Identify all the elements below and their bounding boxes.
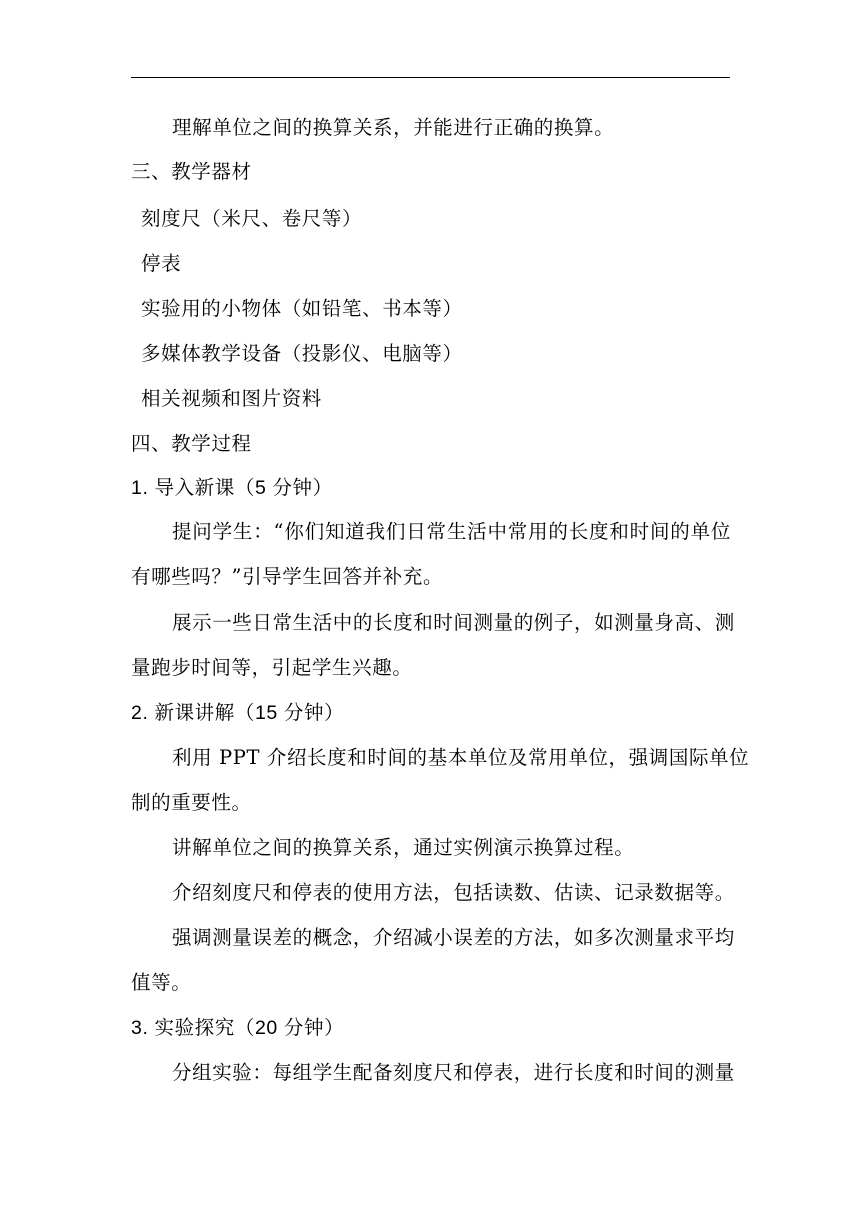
paragraph-text: 制的重要性。 [131,791,252,814]
paragraph-text: 展示一些日常生活中的长度和时间测量的例子，如测量身高、测 [172,611,735,634]
paragraph-text: 强调测量误差的概念，介绍减小误差的方法，如多次测量求平均 [172,926,735,949]
subsection-heading: 1. 导入新课（5 分钟） [131,477,333,499]
list-item: 相关视频和图片资料 [141,387,322,410]
paragraph-text: 提问学生：“你们知道我们日常生活中常用的长度和时间的单位 [172,520,731,543]
paragraph-text: 介绍刻度尺和停表的使用方法，包括读数、估读、记录数据等。 [172,881,735,904]
section-heading: 三、教学器材 [131,160,252,183]
paragraph-text: 利用 PPT 介绍长度和时间的基本单位及常用单位，强调国际单位 [172,746,750,769]
subsection-heading: 3. 实验探究（20 分钟） [131,1017,345,1039]
list-item: 多媒体教学设备（投影仪、电脑等） [141,342,463,365]
paragraph-text: 分组实验：每组学生配备刻度尺和停表，进行长度和时间的测量 [172,1061,735,1084]
paragraph-text: 理解单位之间的换算关系，并能进行正确的换算。 [172,116,615,139]
paragraph-text: 量跑步时间等，引起学生兴趣。 [131,656,413,679]
list-item: 刻度尺（米尺、卷尺等） [141,207,363,230]
header-rule [131,77,730,78]
paragraph-text: 讲解单位之间的换算关系，通过实例演示换算过程。 [172,836,635,859]
paragraph-text: 值等。 [131,971,192,994]
paragraph-text: 有哪些吗？”引导学生回答并补充。 [131,565,444,588]
list-item: 停表 [141,252,182,275]
subsection-heading: 2. 新课讲解（15 分钟） [131,702,345,724]
section-heading: 四、教学过程 [131,432,252,455]
list-item: 实验用的小物体（如铅笔、书本等） [141,297,463,320]
